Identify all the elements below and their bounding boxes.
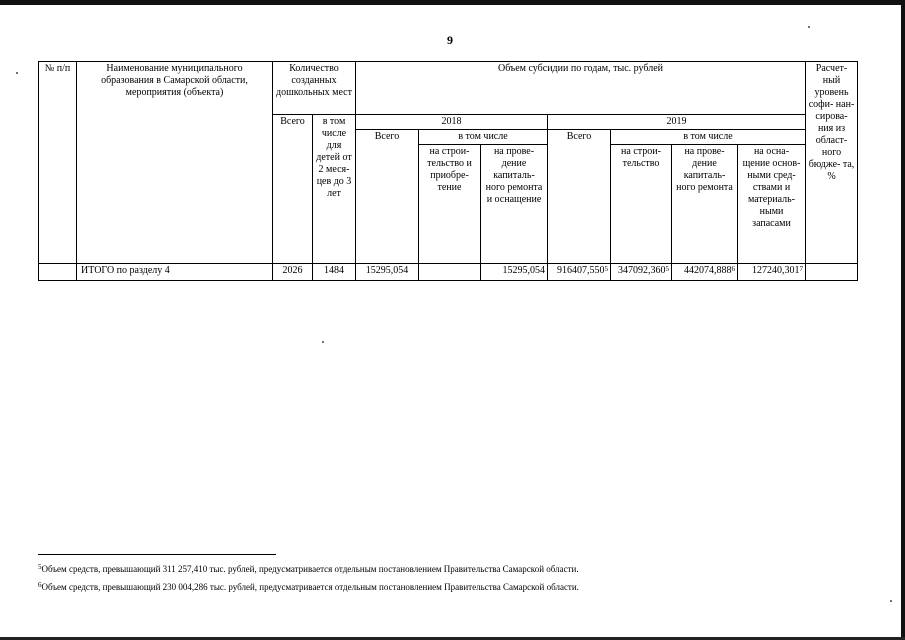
scan-speck [890, 600, 892, 602]
header-2019-equipment: на осна- щение основ- ными сред- ствами и материаль- ными запасами [738, 145, 806, 264]
header-name: Наименование муниципального образования в Самарской области, мероприятия (объекта) [77, 62, 273, 264]
header-total-2018: Всего [356, 130, 419, 264]
footnote-ref: 5 [604, 265, 608, 273]
totals-repair-2019: 442074,888$^6$ [672, 264, 738, 281]
header-2018-repair: на прове- дение капиталь- ного ремонта и оснащение [481, 145, 548, 264]
footnote-6: $^6$Объем средств, превышающий 230 004,286 тыс. рублей, предусматривается отдельным постановлением Правительства Самарской области. [38, 581, 579, 592]
footnote-ref: 5 [665, 265, 669, 273]
page-number: 9 [447, 33, 453, 47]
totals-label: ИТОГО по разделу 4 [77, 264, 273, 281]
footnote-ref: 7 [799, 265, 803, 273]
header-places-under3: в том числе для детей от 2 меся- цев до 3 лет [313, 115, 356, 264]
header-places-total: Всего [273, 115, 313, 264]
header-places: Количество созданных дошкольных мест [273, 62, 356, 115]
header-subsidy: Объем субсидии по годам, тыс. рублей [356, 62, 806, 115]
header-num: № п/п [39, 62, 77, 264]
subsidy-table [38, 61, 858, 281]
totals-num [39, 264, 77, 281]
scan-speck [322, 341, 324, 343]
footnote-ref: 6 [731, 265, 735, 273]
header-year-2019: 2019 [548, 115, 806, 130]
totals-construction-2019: 347092,360$^5$ [611, 264, 672, 281]
header-row-1 [39, 62, 858, 115]
header-incl-2019: в том числе [611, 130, 806, 145]
scan-border-top [0, 0, 905, 5]
scan-speck [16, 72, 18, 74]
totals-total-2018: 15295,054 [356, 264, 419, 281]
table-row [39, 264, 858, 281]
header-year-2018: 2018 [356, 115, 548, 130]
footnote-separator [38, 554, 276, 555]
totals-equipment-2019: 127240,301$^7$ [738, 264, 806, 281]
totals-rate [806, 264, 858, 281]
header-total-2019: Всего [548, 130, 611, 264]
totals-places-under3: 1484 [313, 264, 356, 281]
totals-places-total: 2026 [273, 264, 313, 281]
header-2018-construction: на строи- тельство и приобре- тение [419, 145, 481, 264]
header-2019-construction: на строи- тельство [611, 145, 672, 264]
footnote-5: $^5$Объем средств, превышающий 311 257,410 тыс. рублей, предусматривается отдельным постановлением Правительства Самарской области. [38, 563, 579, 574]
header-2019-repair: на прове- дение капиталь- ного ремонта [672, 145, 738, 264]
header-incl-2018: в том числе [419, 130, 548, 145]
totals-repair-2018: 15295,054 [481, 264, 548, 281]
scan-speck [808, 26, 810, 28]
header-rate: Расчет- ный уровень софи- нан- сирова- ния из област- ного бюдже- та, % [806, 62, 858, 264]
scan-border-right [901, 0, 905, 640]
totals-construction-2018 [419, 264, 481, 281]
totals-total-2019: 916407,550$^5$ [548, 264, 611, 281]
